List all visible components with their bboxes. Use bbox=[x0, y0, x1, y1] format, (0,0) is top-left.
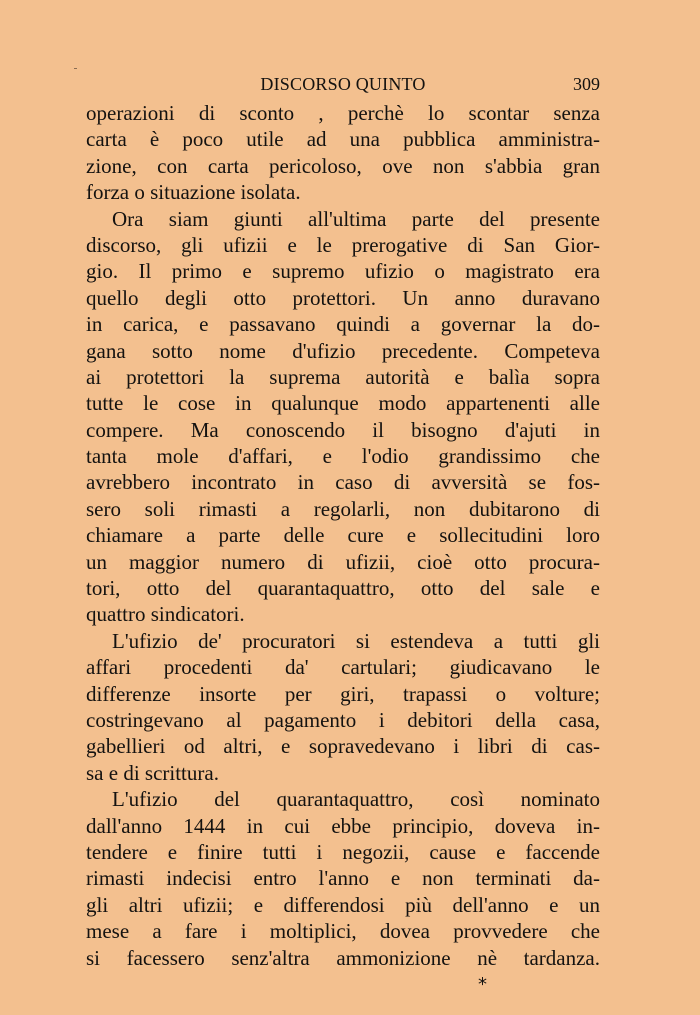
text-line: tori, otto del quarantaquattro, otto del sale e bbox=[86, 576, 600, 601]
text-line: costringevano al pagamento i debitori della casa, bbox=[86, 707, 600, 732]
text-line: un maggior numero di ufizii, cioè otto procura- bbox=[86, 549, 600, 574]
text-line: chiamare a parte delle cure e sollecitudini loro bbox=[86, 523, 600, 548]
text-line: gabellieri od altri, e sopravedevano i libri di cas- bbox=[86, 734, 600, 759]
text-line: tanta mole d'affari, e l'odio grandissimo che bbox=[86, 444, 600, 469]
text-line: L'ufizio de' procuratori si estendeva a tutti gli bbox=[112, 628, 600, 653]
running-title: DISCORSO QUINTO bbox=[260, 74, 426, 94]
text-line: L'ufizio del quarantaquattro, così nominato bbox=[112, 787, 600, 812]
text-line: si facessero senz'altra ammonizione nè tardanza. bbox=[86, 945, 600, 970]
text-line: discorso, gli ufizii e le prerogative di San Gior- bbox=[86, 232, 600, 257]
text-line: quattro sindicatori. bbox=[86, 602, 245, 627]
text-line: gana sotto nome d'ufizio precedente. Competeva bbox=[86, 338, 600, 363]
page-speck bbox=[74, 68, 77, 69]
text-line: differenze insorte per giri, trapassi o volture; bbox=[86, 681, 600, 706]
signature-mark: * bbox=[478, 974, 487, 995]
text-line: dall'anno 1444 in cui ebbe principio, doveva in- bbox=[86, 813, 600, 838]
running-head bbox=[86, 74, 600, 100]
body-text bbox=[86, 100, 600, 971]
text-line: zione, con carta pericoloso, ove non s'abbia gran bbox=[86, 153, 600, 178]
text-line: compere. Ma conoscendo il bisogno d'ajuti in bbox=[86, 417, 600, 442]
text-line: gli altri ufizii; e differendosi più dell'anno e un bbox=[86, 892, 600, 917]
text-line: Ora siam giunti all'ultima parte del presente bbox=[112, 206, 600, 231]
text-line: carta è poco utile ad una pubblica amministra- bbox=[86, 127, 600, 152]
text-line: gio. Il primo e supremo ufizio o magistrato era bbox=[86, 259, 600, 284]
text-line: quello degli otto protettori. Un anno duravano bbox=[86, 285, 600, 310]
text-line: sero soli rimasti a regolarli, non dubitarono di bbox=[86, 496, 600, 521]
text-line: affari procedenti da' cartulari; giudicavano le bbox=[86, 655, 600, 680]
page-number: 309 bbox=[573, 74, 600, 94]
text-line: avrebbero incontrato in caso di avversità se fos- bbox=[86, 470, 600, 495]
text-line: ai protettori la suprema autorità e balìa sopra bbox=[86, 364, 600, 389]
text-line: forza o situazione isolata. bbox=[86, 180, 301, 205]
text-line: tendere e finire tutti i negozii, cause e faccende bbox=[86, 839, 600, 864]
text-line: in carica, e passavano quindi a governar la do- bbox=[86, 312, 600, 337]
text-line: operazioni di sconto , perchè lo scontar senza bbox=[86, 101, 600, 125]
text-line: mese a fare i moltiplici, dovea provvedere che bbox=[86, 919, 600, 944]
text-line: tutte le cose in qualunque modo appartenenti alle bbox=[86, 391, 600, 416]
text-line: sa e di scrittura. bbox=[86, 760, 219, 785]
text-line: rimasti indecisi entro l'anno e non terminati da- bbox=[86, 866, 600, 891]
